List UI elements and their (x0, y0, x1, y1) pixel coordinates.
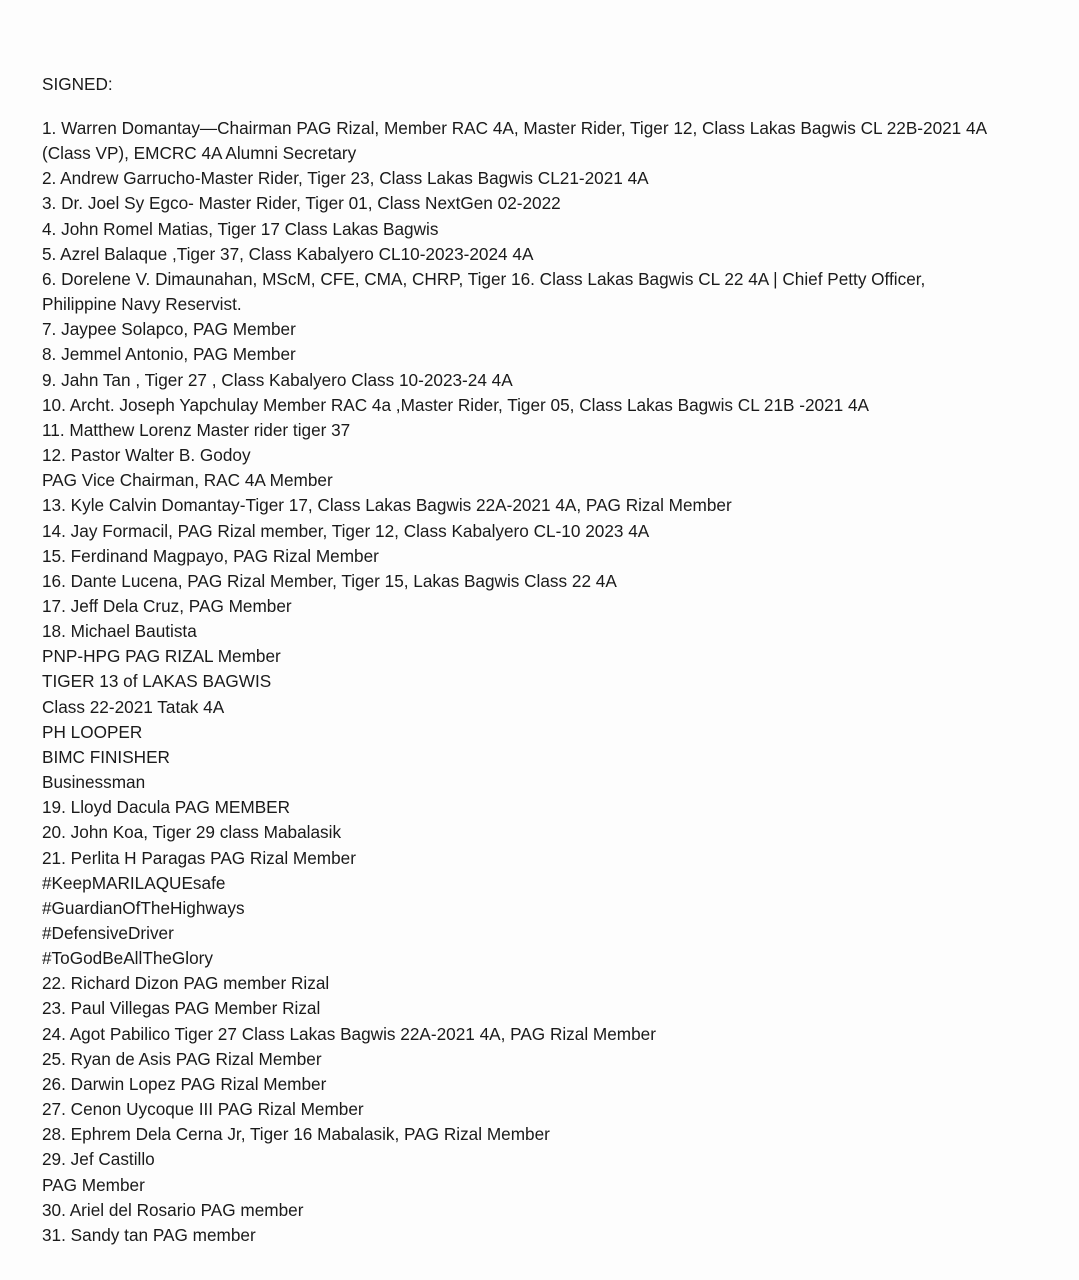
signatory-line: 14. Jay Formacil, PAG Rizal member, Tiger 12, Class Kabalyero CL-10 2023 4A (42, 520, 650, 541)
signatory-line: #GuardianOfTheHighways (42, 897, 245, 918)
signatory-line: #ToGodBeAllTheGlory (42, 948, 214, 969)
signatory-line: PH LOOPER (42, 721, 143, 742)
signatory-line: PAG Member (42, 1174, 145, 1195)
signatory-list (42, 116, 1062, 1248)
signatory-line: 6. Dorelene V. Dimaunahan, MScM, CFE, CMA, CHRP, Tiger 16. Class Lakas Bagwis CL 22 4A | Chief Petty Officer, (42, 268, 926, 289)
signatory-line: BIMC FINISHER (42, 746, 170, 767)
signatory-line: 25. Ryan de Asis PAG Rizal Member (42, 1048, 322, 1069)
signatory-line: PAG Vice Chairman, RAC 4A Member (42, 470, 333, 491)
signatory-line: 11. Matthew Lorenz Master rider tiger 37 (42, 419, 351, 440)
signatory-line: 23. Paul Villegas PAG Member Rizal (42, 998, 321, 1019)
signatory-line: 17. Jeff Dela Cruz, PAG Member (42, 595, 292, 616)
signed-heading: SIGNED: (42, 74, 113, 94)
signatory-line: 29. Jef Castillo (42, 1149, 155, 1170)
signatory-line: Class 22-2021 Tatak 4A (42, 696, 225, 717)
signatory-line: TIGER 13 of LAKAS BAGWIS (42, 671, 272, 692)
signatory-line: 20. John Koa, Tiger 29 class Mabalasik (42, 822, 342, 843)
signatory-line: Businessman (42, 772, 146, 793)
signatory-line: (Class VP), EMCRC 4A Alumni Secretary (42, 143, 357, 164)
signatory-line: 7. Jaypee Solapco, PAG Member (42, 319, 296, 340)
signatory-line: 24. Agot Pabilico Tiger 27 Class Lakas Bagwis 22A-2021 4A, PAG Rizal Member (42, 1023, 656, 1044)
signatory-line: #KeepMARILAQUEsafe (42, 872, 226, 893)
signatory-line: 13. Kyle Calvin Domantay-Tiger 17, Class Lakas Bagwis 22A-2021 4A, PAG Rizal Member (42, 495, 732, 516)
signatory-line: 16. Dante Lucena, PAG Rizal Member, Tiger 15, Lakas Bagwis Class 22 4A (42, 570, 617, 591)
signatory-line: 27. Cenon Uycoque III PAG Rizal Member (42, 1099, 364, 1120)
signatory-line: PNP-HPG PAG RIZAL Member (42, 646, 281, 667)
signatory-line: 12. Pastor Walter B. Godoy (42, 445, 251, 466)
signatory-line: 19. Lloyd Dacula PAG MEMBER (42, 797, 291, 818)
signatory-line: 2. Andrew Garrucho-Master Rider, Tiger 23, Class Lakas Bagwis CL21-2021 4A (42, 168, 649, 189)
signatory-line: 9. Jahn Tan , Tiger 27 , Class Kabalyero Class 10-2023-24 4A (42, 369, 513, 390)
signatory-line: 31. Sandy tan PAG member (42, 1224, 256, 1245)
signatory-line: 10. Archt. Joseph Yapchulay Member RAC 4a ,Master Rider, Tiger 05, Class Lakas Bagwis CL 21B -2021 4A (42, 394, 870, 415)
signatory-line: 21. Perlita H Paragas PAG Rizal Member (42, 847, 356, 868)
signatory-line: 5. Azrel Balaque ,Tiger 37, Class Kabalyero CL10-2023-2024 4A (42, 243, 534, 264)
signatory-line: 3. Dr. Joel Sy Egco- Master Rider, Tiger 01, Class NextGen 02-2022 (42, 193, 561, 214)
signatory-line: 22. Richard Dizon PAG member Rizal (42, 973, 330, 994)
signatory-line: 8. Jemmel Antonio, PAG Member (42, 344, 296, 365)
signatory-line: 1. Warren Domantay—Chairman PAG Rizal, Member RAC 4A, Master Rider, Tiger 12, Class Lakas Bagwis CL 22B-2021 4A (42, 118, 988, 138)
signatory-line: 15. Ferdinand Magpayo, PAG Rizal Member (42, 545, 379, 566)
signatory-line: 18. Michael Bautista (42, 621, 197, 642)
signatory-line: 26. Darwin Lopez PAG Rizal Member (42, 1073, 327, 1094)
signatory-line: 4. John Romel Matias, Tiger 17 Class Lakas Bagwis (42, 218, 439, 239)
signatory-line: 30. Ariel del Rosario PAG member (42, 1199, 304, 1220)
signatory-line: #DefensiveDriver (42, 923, 174, 943)
signatory-line: 28. Ephrem Dela Cerna Jr, Tiger 16 Mabalasik, PAG Rizal Member (42, 1124, 550, 1145)
signatory-line: Philippine Navy Reservist. (42, 294, 242, 315)
